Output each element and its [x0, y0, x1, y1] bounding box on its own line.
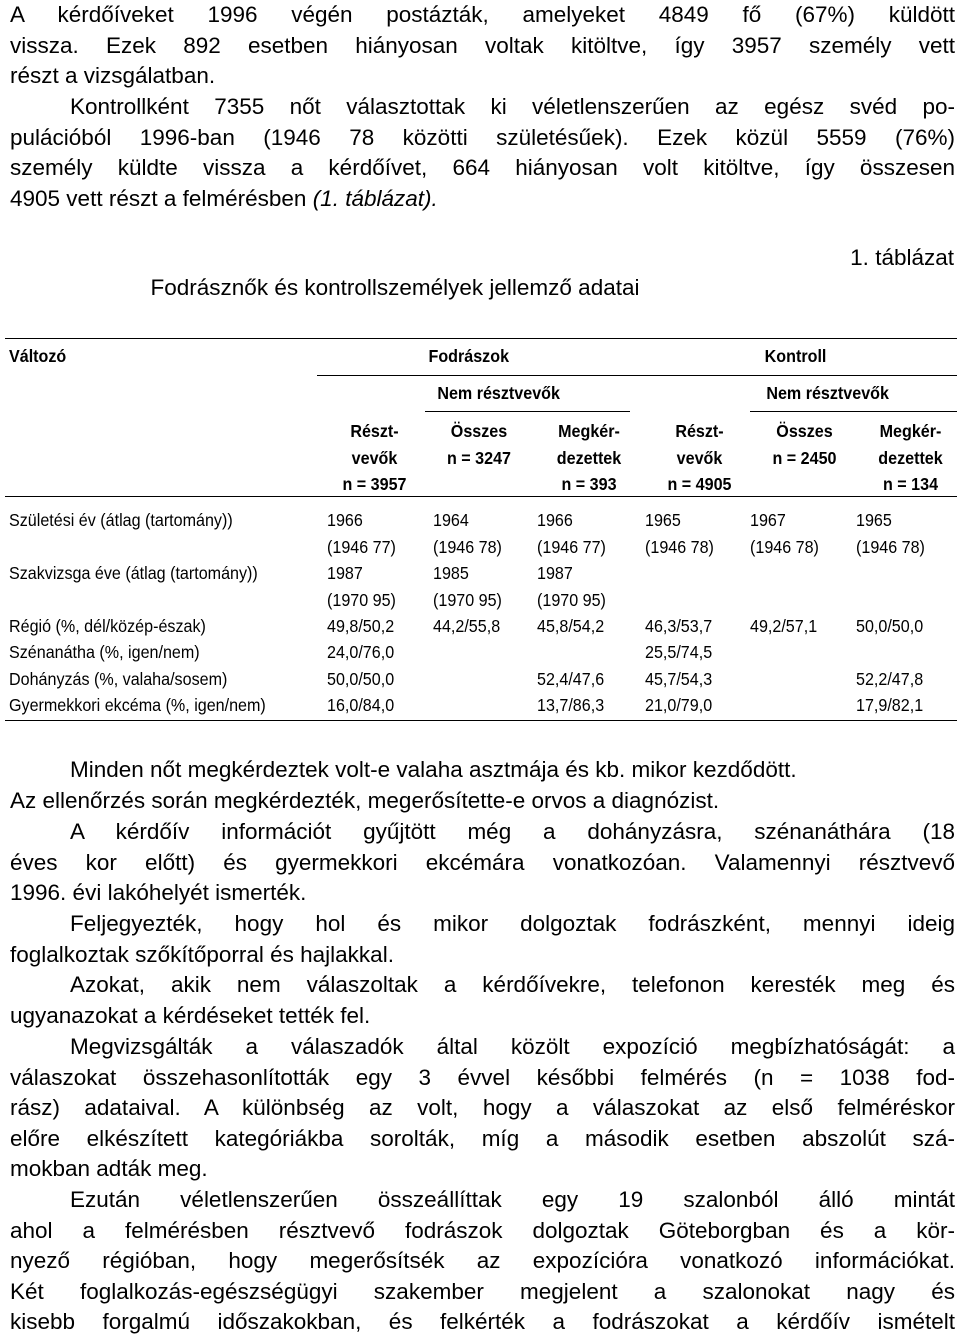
- body-paragraph: [10, 817, 955, 909]
- table-cell: (1946 78): [433, 536, 502, 557]
- text-line: 1996. évi lakóhelyét ismerték.: [10, 880, 307, 906]
- text-line: éves kor előtt) és gyermekkori ekcémára vonatkozóan. Valamennyi résztvevő: [10, 849, 955, 875]
- table-cell: 1966: [327, 510, 363, 530]
- row-label: Gyermekkori ekcéma (%, igen/nem): [9, 695, 266, 715]
- text-line: Feljegyezték, hogy hol és mikor dolgoztak fodrászként, mennyi ideig: [70, 911, 955, 936]
- column-header-line: vevők: [351, 447, 398, 468]
- column-header-line: dezettek: [878, 447, 943, 468]
- column-header-line: n = 134: [882, 474, 939, 494]
- text-line: pulációból 1996-ban (1946 78 közötti születésűek). Ezek közül 5559 (76%): [10, 124, 955, 150]
- text-line: Minden nőt megkérdeztek volt-e valaha asztmája és kb. mikor kezdődött.: [70, 757, 797, 782]
- row-label: Szénanátha (%, igen/nem): [9, 642, 200, 662]
- table-cell: 1987: [537, 563, 573, 583]
- table-cell: 1965: [856, 510, 892, 530]
- text-line: Azokat, akik nem válaszoltak a kérdőívekre, telefonon keresték meg és: [70, 972, 955, 997]
- text-fragment: 4905 vett részt a felmérésben: [10, 185, 307, 211]
- table-cell: 45,7/54,3: [645, 669, 713, 689]
- data-table: [5, 338, 957, 721]
- header-group-hairdressers: Fodrászok: [428, 346, 510, 366]
- text-line: Megvizsgálták a válaszadók által közölt expozíció megbízhatóságát: a: [70, 1034, 955, 1059]
- text-line: rász) adataival. A különbség az volt, hogy a válaszokat az első felméréskor: [10, 1095, 955, 1121]
- body-paragraph: [10, 1032, 955, 1185]
- table-cell: 16,0/84,0: [327, 695, 395, 715]
- table-cell: 25,5/74,5: [645, 642, 713, 662]
- intro-paragraph-2: [10, 92, 955, 214]
- column-header-line: n = 2450: [772, 447, 837, 468]
- column-header-line: Megkér-: [558, 421, 620, 441]
- text-line: Az ellenőrzés során megkérdezték, megerősítette-e orvos a diagnózist.: [10, 787, 720, 813]
- text-line: foglalkoztak szőkítőporral és hajlakkal.: [10, 941, 394, 967]
- table-cell: (1946 78): [856, 536, 925, 557]
- column-header-line: dezettek: [556, 447, 622, 468]
- column-header-line: Összes: [450, 421, 508, 441]
- text-line: nyező régióban, hogy megerősítsék az expozícióra vonatkozó információkat.: [10, 1248, 955, 1274]
- table-cell: (1946 78): [750, 536, 819, 557]
- header-rule: [750, 411, 957, 412]
- table-cell: 45,8/54,2: [537, 616, 605, 636]
- table-cell: (1970 95): [327, 589, 396, 610]
- header-nonparticipants-2: Nem résztvevők: [766, 383, 889, 403]
- table-cell: 1966: [537, 510, 573, 530]
- header-group-control: Kontroll: [764, 346, 827, 366]
- text-line: előre elkészített kategóriákba sorolták, míg a második esetben abszolút szá-: [10, 1125, 955, 1151]
- column-header-line: n = 3957: [342, 474, 407, 494]
- text-line: Két foglalkozás-egészségügyi szakember megjelent a szalonokat nagy és: [10, 1278, 955, 1304]
- table-cell: (1970 95): [433, 589, 502, 610]
- row-label: Szakvizsga éve (átlag (tartomány)): [9, 563, 258, 583]
- table-cell: 52,4/47,6: [537, 669, 605, 689]
- table-cell: 49,2/57,1: [750, 616, 818, 636]
- intro-paragraph-1: [10, 0, 955, 92]
- table-cell: (1970 95): [537, 589, 606, 610]
- table-cell: 52,2/47,8: [856, 669, 924, 689]
- header-rule: [5, 496, 957, 497]
- table-cell: 50,0/50,0: [327, 669, 395, 689]
- column-header-line: n = 4905: [667, 474, 732, 494]
- row-label: Dohányzás (%, valaha/sosem): [9, 669, 228, 689]
- table-cell: 1967: [750, 510, 786, 530]
- text-line: Kontrollként 7355 nőt választottak ki véletlenszerűen az egész svéd po-: [70, 94, 955, 119]
- table-cell: 46,3/53,7: [645, 616, 713, 636]
- header-rule: [317, 375, 957, 376]
- row-label: Régió (%, dél/közép-észak): [9, 616, 206, 636]
- table-number: 1. táblázat: [850, 245, 954, 270]
- header-variable: Változó: [9, 346, 67, 366]
- text-line: személy küldte vissza a kérdőívet, 664 hiányosan volt kitöltve, így összesen: [10, 155, 955, 181]
- row-label: Születési év (átlag (tartomány)): [9, 510, 233, 530]
- column-header-line: vevők: [676, 447, 723, 468]
- column-header-line: Részt-: [675, 421, 724, 441]
- table-cell: (1946 78): [645, 536, 714, 557]
- table-cell: (1946 77): [327, 536, 396, 557]
- body-paragraph: [10, 909, 955, 970]
- text-line: [10, 184, 955, 215]
- table-title: Fodrásznők és kontrollszemélyek jellemző adatai: [150, 275, 640, 300]
- table-cell: (1946 77): [537, 536, 606, 557]
- column-header-line: n = 3247: [446, 447, 511, 468]
- text-line: ugyanazokat a kérdéseket tették fel.: [10, 1002, 371, 1028]
- header-rule: [425, 411, 630, 412]
- table-cell: 1965: [645, 510, 681, 530]
- body-paragraph: [10, 755, 955, 816]
- column-header-line: n = 393: [561, 474, 617, 494]
- text-line: részt a vizsgálatban.: [10, 63, 216, 89]
- text-line: vissza. Ezek 892 esetben hiányosan voltak kitöltve, így 3957 személy vett: [10, 32, 955, 58]
- table-reference: (1. táblázat).: [312, 185, 438, 211]
- body-paragraph: [10, 1185, 955, 1338]
- text-line: A kérdőív információt gyűjtött még a dohányzásra, szénanáthára (18: [70, 819, 955, 844]
- table-cell: 1985: [433, 563, 469, 583]
- body-paragraph: [10, 970, 955, 1031]
- column-header-line: Összes: [776, 421, 833, 441]
- table-cell: 50,0/50,0: [856, 616, 924, 636]
- header-nonparticipants-1: Nem résztvevők: [437, 383, 560, 403]
- table-cell: 17,9/82,1: [856, 695, 924, 715]
- table-cell: 24,0/76,0: [327, 642, 395, 662]
- table-cell: 1987: [327, 563, 363, 583]
- column-header-line: Részt-: [350, 421, 399, 441]
- text-line: válaszokat összehasonlították egy 3 évvel későbbi felmérés (n = 1038 fod-: [10, 1064, 955, 1090]
- text-line: ahol a felmérésben résztvevő fodrászok dolgoztak Göteborgban és a kör-: [10, 1217, 955, 1243]
- table-cell: 21,0/79,0: [645, 695, 713, 715]
- table-cell: 13,7/86,3: [537, 695, 605, 715]
- table-cell: 49,8/50,2: [327, 616, 395, 636]
- table-cell: 44,2/55,8: [433, 616, 501, 636]
- text-line: mokban adták meg.: [10, 1156, 208, 1182]
- table-cell: 1964: [433, 510, 469, 530]
- text-line: Ezután véletlenszerűen összeállíttak egy 19 szalonból álló mintát: [70, 1187, 955, 1212]
- text-line: A kérdőíveket 1996 végén postázták, amelyeket 4849 fő (67%) küldött: [10, 2, 955, 27]
- text-line: kisebb forgalmú időszakokban, és felkérték a fodrászokat a kérdőív ismételt: [10, 1309, 955, 1335]
- column-header-line: Megkér-: [879, 421, 942, 441]
